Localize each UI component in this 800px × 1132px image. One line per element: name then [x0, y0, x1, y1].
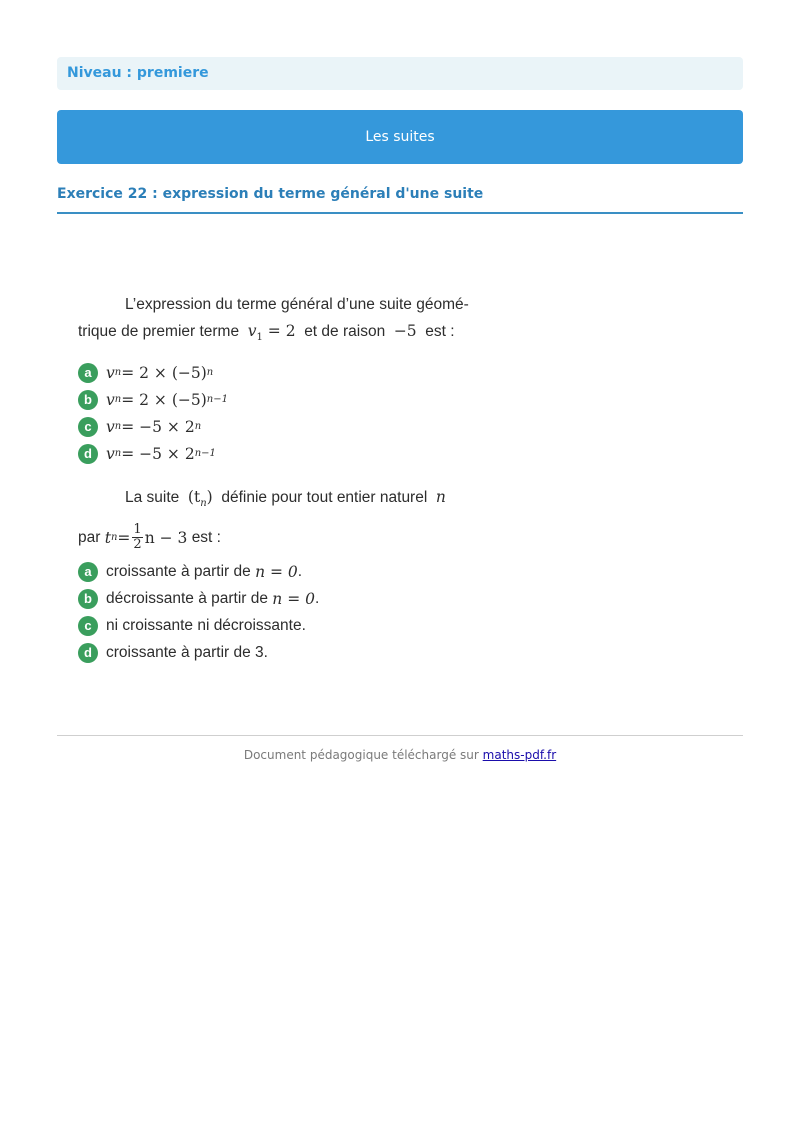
fraction — [132, 523, 142, 552]
option-lhs: v — [106, 444, 115, 463]
option-badge-b: b — [78, 589, 98, 609]
expression-tail: n − 3 — [144, 528, 188, 547]
option-end: . — [297, 562, 303, 580]
option-sub: n — [114, 421, 122, 432]
v1-subscript: 1 — [256, 332, 263, 343]
variable-n: n — [435, 488, 446, 506]
option-sup: n — [194, 421, 202, 432]
option-text: croissante à partir de 3. — [106, 643, 268, 661]
option-rhs: = 2 × (−5) — [121, 390, 207, 409]
option-lhs: v — [106, 390, 115, 409]
option-d[interactable] — [78, 440, 518, 467]
question-2 — [78, 484, 518, 666]
question-2-text-est: est : — [191, 528, 221, 546]
option-math: n = 0 — [255, 562, 298, 581]
question-1-text-a: trique de premier terme — [78, 323, 240, 340]
option-c[interactable] — [78, 413, 518, 440]
exercise-title: Exercice 22 : expression du terme général d'une suite — [57, 186, 743, 214]
option-text: décroissante à partir de — [106, 589, 268, 607]
question-2-options — [78, 558, 518, 666]
question-2-line-1 — [78, 484, 518, 517]
level-label: Niveau : premiere — [57, 57, 743, 90]
option-rhs: = −5 × 2 — [121, 417, 195, 436]
option-badge-d: d — [78, 643, 98, 663]
option-rhs: = −5 × 2 — [121, 444, 195, 463]
option-text: ni croissante ni décroissante. — [106, 616, 306, 634]
fraction-denominator: 2 — [133, 537, 142, 552]
footer-divider — [57, 735, 743, 736]
question-1-text-c: est : — [425, 323, 455, 340]
t-symbol: t — [104, 528, 111, 547]
option-sup: n−1 — [206, 394, 228, 405]
question-2-text-a: La suite — [125, 489, 180, 506]
option-a[interactable] — [78, 359, 518, 386]
option-b[interactable] — [78, 585, 518, 612]
option-math: n = 0 — [272, 589, 315, 608]
footer — [57, 748, 743, 762]
option-sub: n — [114, 448, 122, 459]
v1-value: = 2 — [262, 322, 296, 340]
option-badge-a: a — [78, 562, 98, 582]
question-1-line-1: L’expression du terme général d’une suite géomé- — [125, 296, 469, 313]
option-lhs: v — [106, 363, 115, 382]
question-1-line-2 — [78, 318, 518, 351]
t-subscript: n — [110, 532, 118, 543]
option-sub: n — [114, 394, 122, 405]
v1-symbol: v — [247, 322, 257, 340]
question-2-text-par: par — [78, 528, 101, 546]
option-badge-a: a — [78, 363, 98, 383]
sequence-close: ) — [206, 488, 213, 506]
option-a[interactable] — [78, 558, 518, 585]
question-2-text-b: définie pour tout entier naturel — [221, 489, 428, 506]
question-2-line-2 — [78, 523, 518, 552]
option-rhs: = 2 × (−5) — [121, 363, 207, 382]
footer-link[interactable]: maths-pdf.fr — [482, 748, 557, 762]
raison-value: −5 — [393, 322, 417, 340]
sequence-subscript: n — [200, 498, 207, 509]
option-sup: n — [206, 367, 214, 378]
footer-text: Document pédagogique téléchargé sur — [243, 748, 479, 762]
option-badge-c: c — [78, 616, 98, 636]
option-badge-b: b — [78, 390, 98, 410]
option-badge-c: c — [78, 417, 98, 437]
option-c[interactable] — [78, 612, 518, 639]
option-end: . — [314, 589, 320, 607]
option-badge-d: d — [78, 444, 98, 464]
question-1-text-b: et de raison — [304, 323, 386, 340]
option-d[interactable] — [78, 639, 518, 666]
fraction-numerator: 1 — [133, 522, 142, 537]
option-sup: n−1 — [194, 448, 216, 459]
sequence-open: (t — [187, 488, 201, 506]
option-sub: n — [114, 367, 122, 378]
chapter-banner: Les suites — [57, 110, 743, 164]
option-lhs: v — [106, 417, 115, 436]
option-text: croissante à partir de — [106, 562, 251, 580]
question-1 — [78, 292, 518, 467]
question-1-options — [78, 359, 518, 467]
option-b[interactable] — [78, 386, 518, 413]
equals-sign: = — [117, 528, 131, 547]
